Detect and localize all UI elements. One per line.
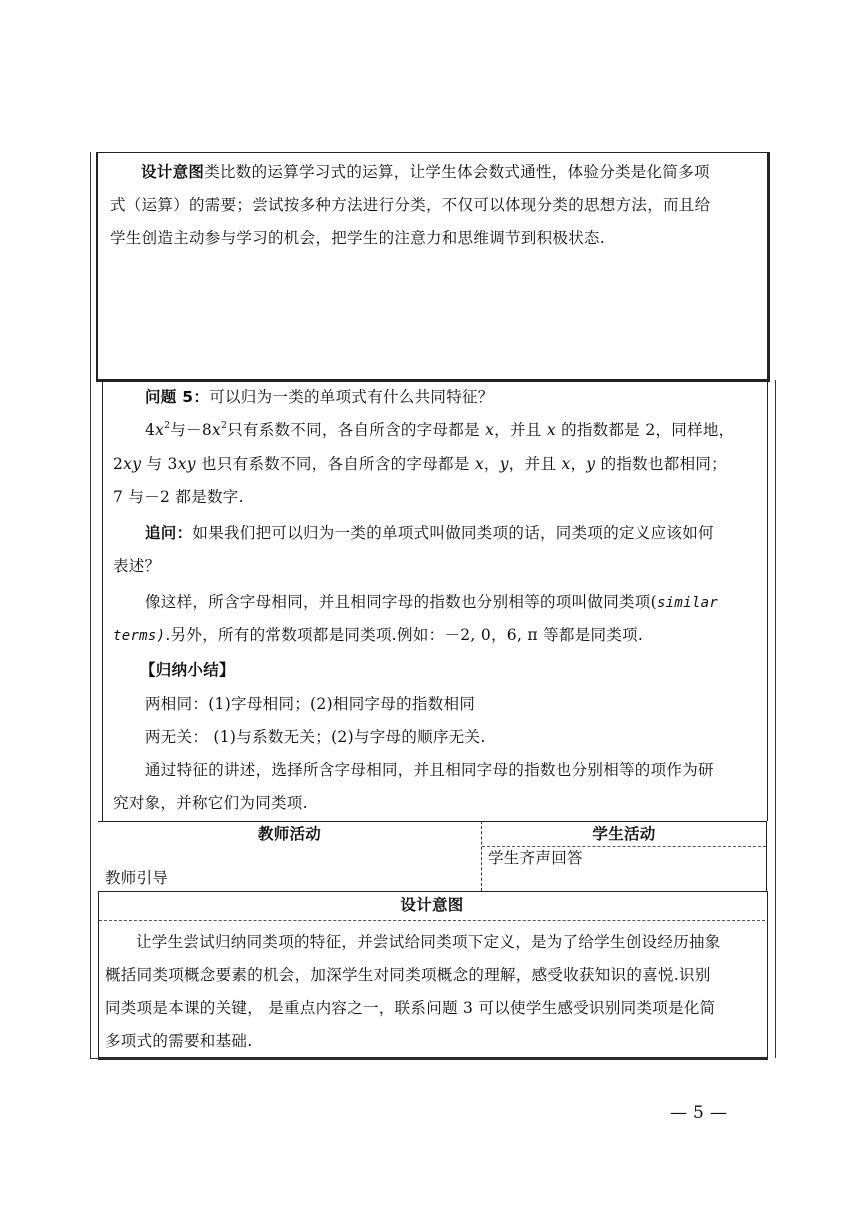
outer-right-line [775, 380, 776, 1058]
design-intent-1-line1: 设计意图类比数的运算学习式的运算，让学生体会数式通性，体验分类是化简多项 [141, 163, 710, 181]
conclusion-line2: 究对象，并称它们为同类项. [113, 794, 308, 812]
two-independent-line: 两无关： (1)与系数无关；(2)与字母的顺序无关. [145, 728, 486, 746]
q5-answer-line3: 7 与－2 都是数字. [113, 488, 244, 506]
definition-line1: 像这样，所含字母相同，并且相同字母的指数也分别相等的项叫做同类项(similar [145, 593, 719, 611]
outer-left-line [90, 792, 91, 1058]
teacher-activity-text: 教师引导 [105, 869, 169, 887]
design-intent-1-heading: 设计意图 [141, 163, 205, 181]
teacher-activity-header: 教师活动 [257, 825, 322, 843]
definition-line2: terms).另外，所有的常数项都是同类项.例如：－2, 0，6, π 等都是同类项. [113, 626, 644, 644]
design-intent-2-line1: 让学生尝试归纳同类项的特征，并尝试给同类项下定义，是为了给学生创设经历抽象 [136, 933, 721, 951]
q5-line: 问题 5：可以归为一类的单项式有什么共同特征？ [145, 388, 494, 406]
summary-title: 【归纳小结】 [140, 661, 235, 679]
two-same-line: 两相同：(1)字母相同；(2)相同字母的指数相同 [145, 695, 476, 713]
left-border-line [90, 152, 91, 792]
followup-line1: 追问：如果我们把可以归为一类的单项式叫做同类项的话，同类项的定义应该如何 [145, 524, 714, 542]
conclusion-line1: 通过特征的讲述，选择所含字母相同，并且相同字母的指数也分别相等的项作为研 [145, 761, 714, 779]
student-activity-text: 学生齐声回答 [488, 849, 583, 867]
design-intent-2-line2: 概括同类项概念要素的机会，加深学生对同类项概念的理解，感受收获知识的喜悦.识别 [105, 966, 711, 984]
design-intent-2-heading: 设计意图 [400, 896, 464, 914]
q5-label: 问题 5： [145, 388, 210, 406]
design-intent-1-line3: 学生创造主动参与学习的机会，把学生的注意力和思维调节到积极状态. [110, 229, 606, 247]
design-intent-1-line2: 式（运算）的需要；尝试按多种方法进行分类，不仅可以体现分类的思想方法，而且给 [110, 196, 711, 214]
student-activity-header: 学生活动 [592, 825, 656, 843]
design-intent-2-line3: 同类项是本课的关键， 是重点内容之一，联系问题 3 可以使学生感受识别同类项是化简 [105, 999, 716, 1017]
q5-answer-line1: $4x^2$与$-8x^2$只有系数不同，各自所含的字母都是 x，并且 x 的指数都是 2，同样地， [145, 421, 735, 439]
design-intent-2-divider [99, 920, 765, 921]
outer-bottom-line [90, 1058, 768, 1059]
design-intent-2-line4: 多项式的需要和基础. [105, 1032, 253, 1050]
q5-answer-line2: 2xy 与 3xy 也只有系数不同，各自所含的字母都是 x，y，并且 x，y 的指数也都相同； [113, 455, 727, 473]
followup-line2: 表述？ [113, 557, 161, 575]
page-number: — 5 — [670, 1103, 728, 1123]
followup-label: 追问： [145, 524, 193, 542]
